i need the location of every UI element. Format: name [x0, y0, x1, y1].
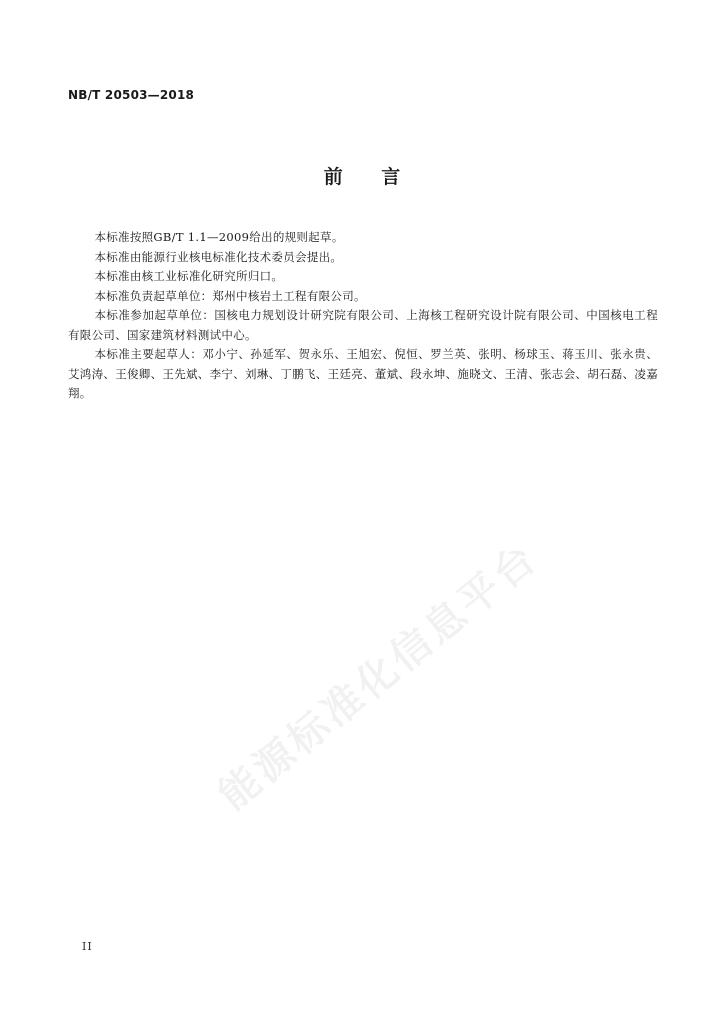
paragraph-proposed-by: 本标准由能源行业核电标准化技术委员会提出。: [94, 249, 343, 264]
standard-code: NB/T 20503—2018: [68, 88, 195, 102]
paragraph-participating-drafters: 本标准参加起草单位：国核电力规划设计研究院有限公司、上海核工程研究设计院有限公司、中国核电工程有限公司、国家建筑材料测试中心。: [68, 308, 658, 342]
paragraph-centralized-by: 本标准由核工业标准化研究所归口。: [94, 269, 284, 283]
paragraph-responsible-drafter: 本标准负责起草单位：郑州中核岩土工程有限公司。: [94, 288, 366, 303]
page-number: II: [82, 940, 93, 953]
watermark: 能源标准化信息平台: [210, 534, 548, 820]
paragraph-main-drafters: 本标准主要起草人：邓小宁、孙延军、贺永乐、王旭宏、倪恒、罗兰英、张明、杨球玉、蒋玉川、张永贵、艾鸿涛、王俊卿、王先斌、李宁、刘琳、丁鹏飞、王廷亮、董斌、段永坤、施晓文、王清、张志会、胡石磊、凌嘉翔。: [68, 347, 658, 400]
page-title: 前 言: [323, 166, 417, 188]
foreword-body: [68, 228, 658, 404]
paragraph-drafting-rules: 本标准按照GB/T 1.1—2009给出的规则起草。: [94, 230, 344, 244]
